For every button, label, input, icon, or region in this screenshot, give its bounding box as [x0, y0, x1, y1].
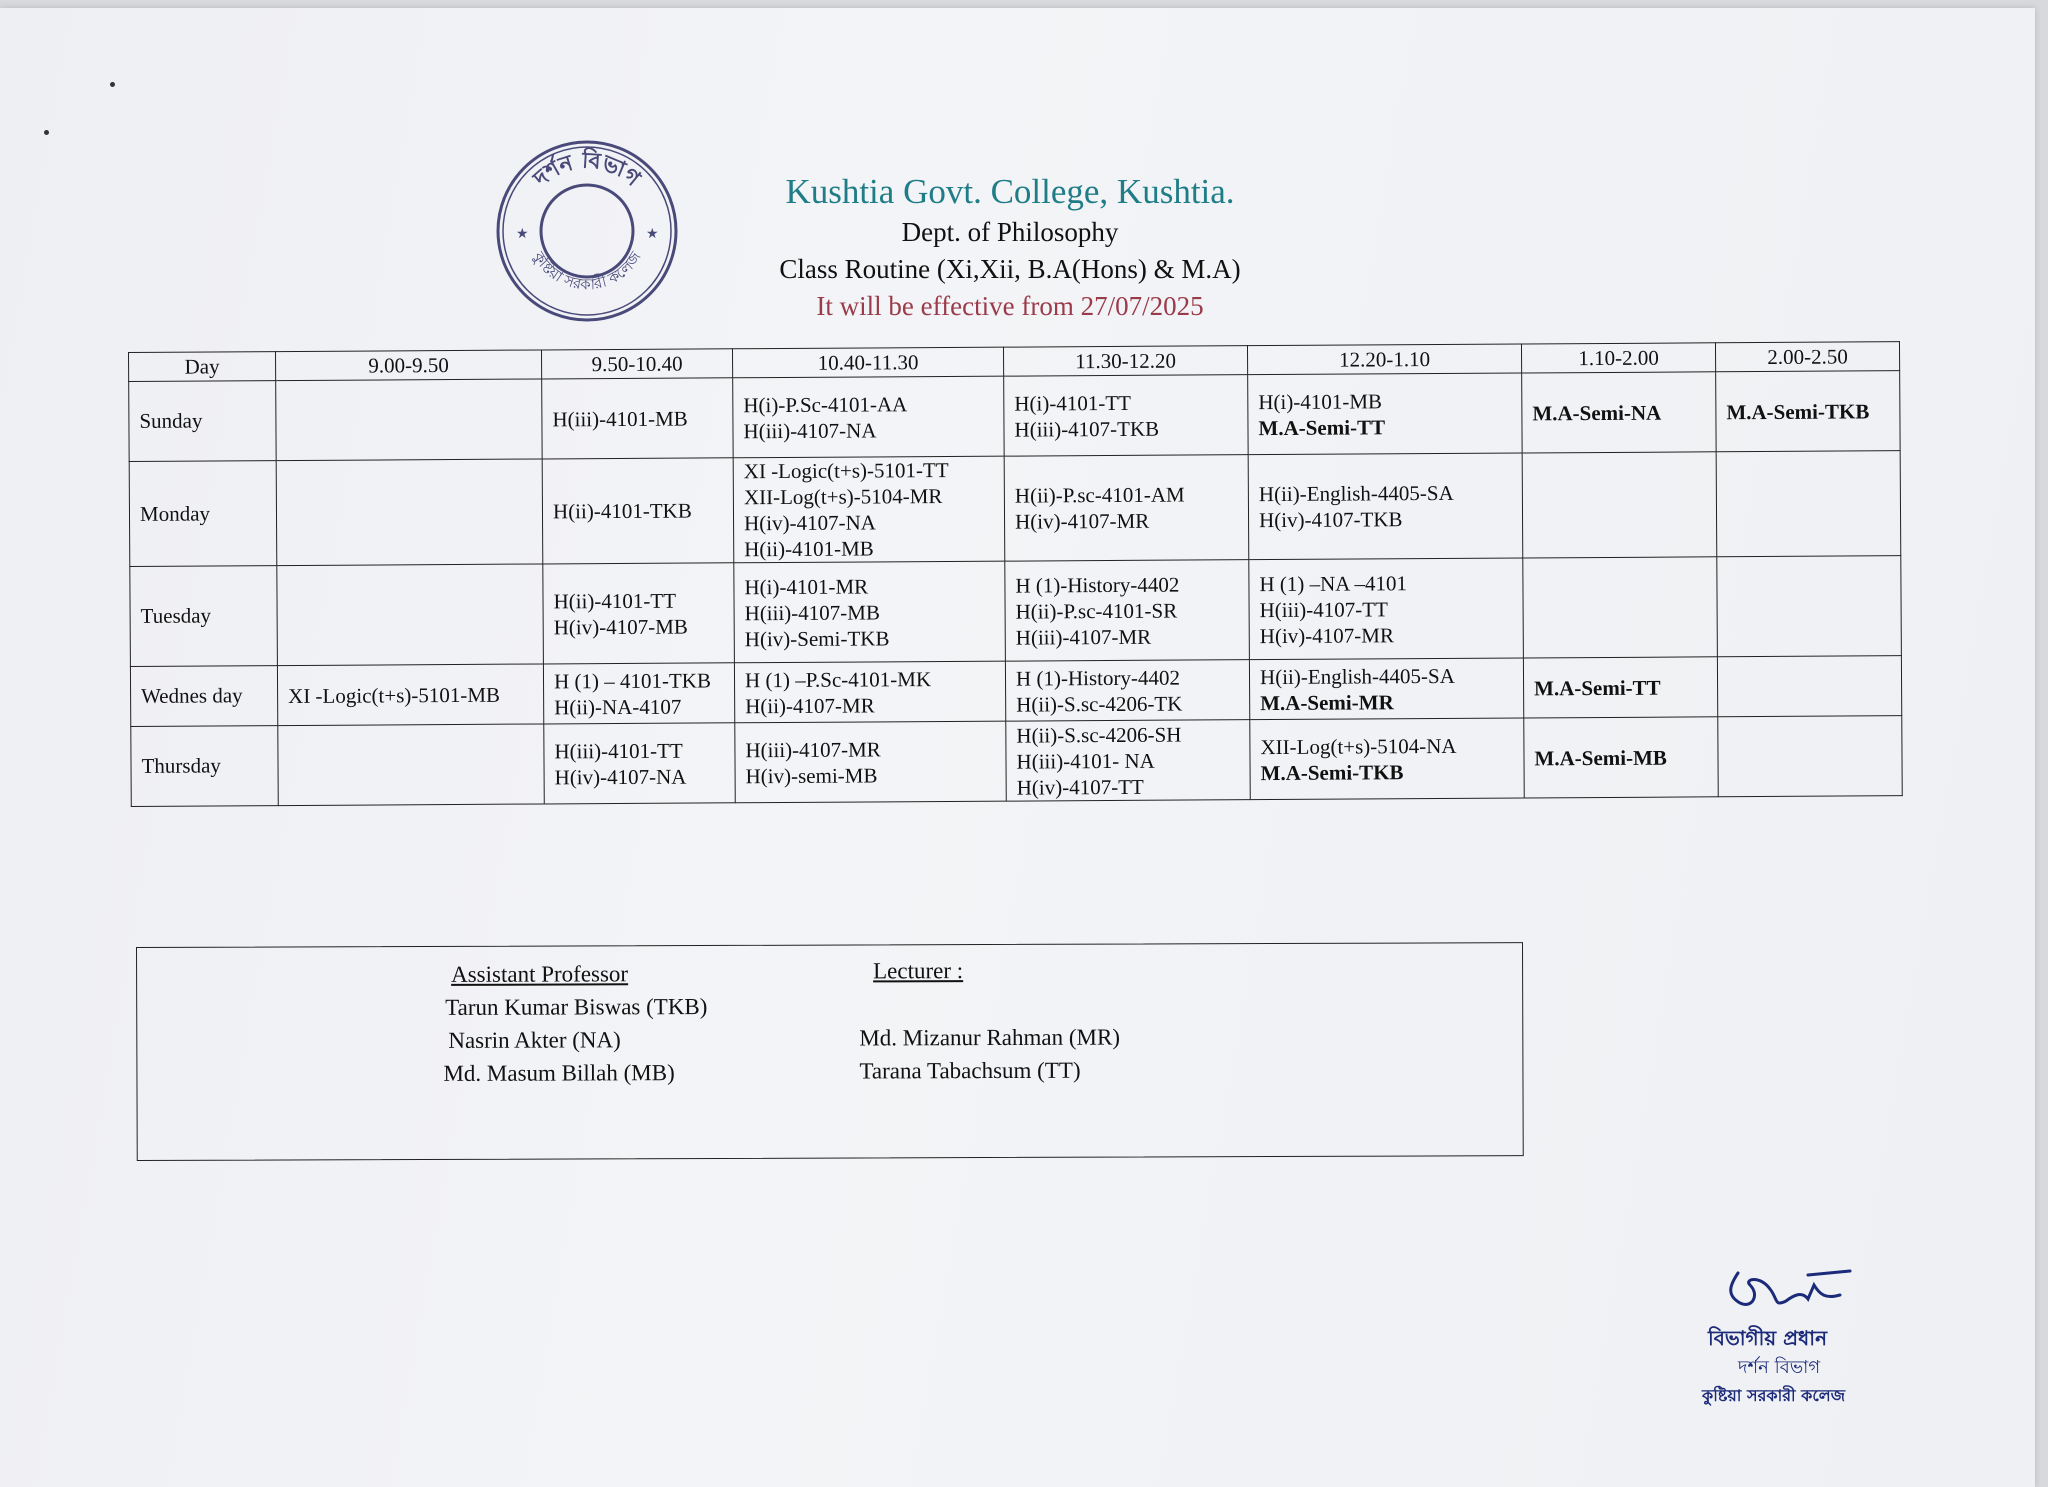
column-header: 9.00-9.50 — [276, 350, 542, 381]
schedule-cell — [278, 724, 544, 806]
class-entry: H(ii)-NA-4107 — [554, 694, 682, 719]
schedule-cell — [277, 664, 543, 726]
effective-date: It will be effective from 27/07/2025 — [816, 291, 1204, 321]
schedule-cell — [1004, 375, 1248, 456]
table-row — [129, 451, 1901, 567]
class-entry: H (1)-History-4402 — [1015, 572, 1180, 598]
college-name: Kushtia Govt. College, Kushtia. — [785, 172, 1235, 211]
schedule-cell — [1523, 657, 1717, 718]
column-header: 10.40-11.30 — [732, 347, 1003, 378]
class-entry: H(i)-4101-TT — [1014, 390, 1132, 416]
day-cell: Wednes day — [130, 666, 277, 727]
class-entry: H(iv)-semi-MB — [745, 762, 878, 788]
signature-line: কুষ্টিয়া সরকারী কলেজ — [1702, 1386, 1846, 1405]
class-entry: H(iv)-Semi-TKB — [744, 625, 890, 651]
schedule-cell — [1249, 658, 1523, 720]
class-routine-table — [128, 341, 1903, 807]
column-header: Day — [129, 352, 276, 382]
staff-name: Tarun Kumar Biswas (TKB) — [445, 994, 708, 1020]
svg-text:★: ★ — [516, 226, 529, 242]
stamp-text: দর্শন বিভাগ — [529, 148, 645, 192]
schedule-cell — [1248, 373, 1522, 455]
lecturers — [859, 955, 1121, 1088]
signature-line: বিভাগীয় প্রধান — [1708, 1326, 1828, 1350]
document-header — [700, 170, 1320, 325]
class-entry: H(i)-4101-MR — [744, 573, 869, 599]
class-entry: H(ii)-4101-TKB — [552, 498, 692, 524]
schedule-cell — [1250, 718, 1524, 800]
class-entry: H(i)-P.Sc-4101-AA — [743, 391, 908, 417]
day-cell: Monday — [129, 461, 277, 567]
staff-name: Md. Masum Billah (MB) — [443, 1060, 675, 1086]
schedule-cell — [542, 378, 733, 459]
schedule-cell — [1522, 452, 1717, 558]
routine-title: Class Routine (Xi,Xii, B.A(Hons) & M.A) — [779, 254, 1241, 284]
schedule-cell — [735, 721, 1006, 803]
svg-text:★: ★ — [646, 226, 659, 242]
schedule-cell — [1716, 451, 1901, 557]
class-entry: H(iv)-4107-MR — [1014, 508, 1150, 534]
schedule-cell — [1005, 660, 1249, 721]
schedule-cell — [1523, 557, 1718, 658]
class-entry: H(iv)-4107-NA — [743, 510, 876, 536]
class-entry: H(iii)-4107-MR — [745, 736, 881, 762]
schedule-cell — [1006, 720, 1250, 801]
schedule-cell — [1004, 455, 1249, 561]
schedule-cell — [1718, 716, 1902, 797]
svg-text:কুষ্টিয়া সরকারী কলেজ — [529, 248, 645, 294]
class-entry: H(iv)-4107-MR — [1259, 622, 1394, 648]
speck — [110, 82, 115, 87]
table-row — [129, 371, 1900, 462]
schedule-cell — [733, 456, 1005, 563]
schedule-cell — [1005, 560, 1250, 661]
table-row — [130, 656, 1901, 727]
stamp-text: কুষ্টিয়া সরকারী কলেজ — [529, 248, 645, 294]
schedule-cell — [1522, 372, 1716, 453]
class-entry: M.A-Semi-MB — [1534, 745, 1667, 770]
class-entry: H(iii)-4107-NA — [743, 417, 877, 443]
schedule-cell — [733, 376, 1004, 458]
schedule-cell — [1716, 371, 1900, 452]
schedule-cell — [1717, 656, 1901, 717]
schedule-cell — [543, 663, 734, 724]
class-entry: H(ii)-S.sc-4206-SH — [1016, 722, 1182, 748]
table-row — [130, 556, 1902, 667]
class-entry: H(iii)-4107-MR — [1015, 624, 1152, 650]
class-entry: H(iii)-4101-MB — [552, 406, 688, 431]
staff-name: Tarana Tabachsum (TT) — [859, 1057, 1081, 1084]
class-entry: XI -Logic(t+s)-5101-MB — [288, 682, 501, 708]
lecturer-title: Lecturer : — [873, 958, 964, 984]
class-entry: M.A-Semi-MR — [1260, 689, 1394, 715]
class-entry: M.A-Semi-NA — [1532, 400, 1662, 425]
schedule-cell — [1249, 558, 1524, 660]
column-header: 1.10-2.00 — [1521, 343, 1715, 373]
table-body — [129, 371, 1903, 807]
schedule-cell — [544, 723, 735, 804]
class-entry: M.A-Semi-TT — [1534, 675, 1661, 700]
class-entry: XII-Log(t+s)-5104-MR — [743, 484, 943, 510]
staff-name: Md. Mizanur Rahman (MR) — [859, 1024, 1121, 1051]
class-entry: M.A-Semi-TKB — [1260, 759, 1404, 785]
assistant-professors — [443, 958, 708, 1090]
department-name: Dept. of Philosophy — [901, 217, 1119, 247]
schedule-cell — [1524, 717, 1718, 798]
assistant-professor-title: Assistant Professor — [451, 961, 629, 987]
column-header: 12.20-1.10 — [1247, 344, 1521, 375]
day-cell: Tuesday — [130, 566, 278, 667]
schedule-cell — [542, 458, 734, 564]
schedule-cell — [1717, 556, 1902, 657]
class-entry: M.A-Semi-TKB — [1726, 398, 1870, 424]
signature-line: দর্শন বিভাগ — [1738, 1357, 1821, 1378]
staff-box — [136, 942, 1524, 1161]
class-entry: H(ii)-English-4405-SA — [1258, 480, 1454, 507]
column-header: 11.30-12.20 — [1003, 346, 1247, 376]
class-entry: H(ii)-4101-TT — [553, 588, 677, 613]
schedule-cell — [543, 563, 735, 664]
class-entry: H(ii)-4101-MB — [744, 536, 874, 562]
class-entry: H (1) –NA –4101 — [1259, 570, 1408, 596]
day-cell: Thursday — [131, 726, 278, 807]
class-entry: H(iii)-4107-TT — [1259, 596, 1388, 622]
column-header: 9.50-10.40 — [541, 349, 732, 379]
schedule-cell — [734, 661, 1005, 723]
class-entry: H(iv)-4107-MB — [553, 614, 688, 639]
class-entry: H(iii)-4101-TT — [554, 738, 683, 763]
class-entry: H (1) – 4101-TKB — [553, 667, 711, 693]
head-of-department-signature — [1690, 1255, 1890, 1415]
class-entry: H(ii)-English-4405-SA — [1259, 663, 1455, 689]
class-entry: M.A-Semi-TT — [1258, 414, 1386, 440]
class-entry: H(ii)-P.sc-4101-AM — [1014, 482, 1185, 508]
class-entry: H(ii)-P.sc-4101-SR — [1015, 598, 1178, 624]
class-entry: H(iii)-4107-MB — [744, 599, 881, 625]
day-cell: Sunday — [129, 381, 276, 462]
class-entry: H(iv)-4107-TT — [1016, 774, 1144, 800]
class-entry: H(ii)-4107-MR — [745, 692, 875, 718]
schedule-cell — [277, 564, 544, 666]
schedule-cell — [276, 459, 543, 566]
class-entry: XII-Log(t+s)-5104-NA — [1260, 733, 1457, 759]
column-header: 2.00-2.50 — [1715, 342, 1899, 372]
class-entry: H(iv)-4107-TKB — [1258, 507, 1403, 533]
schedule-cell — [1248, 453, 1523, 560]
class-entry: H(iv)-4107-NA — [554, 764, 687, 789]
speck — [44, 130, 49, 135]
department-seal-stamp — [494, 138, 680, 324]
staff-name: Nasrin Akter (NA) — [448, 1027, 621, 1053]
class-entry: H (1)-History-4402 — [1015, 665, 1180, 691]
class-entry: H (1) –P.Sc-4101-MK — [744, 666, 932, 692]
class-entry: H(iii)-4101- NA — [1016, 748, 1155, 774]
table-row — [131, 716, 1902, 807]
schedule-cell — [734, 561, 1006, 663]
class-entry: H(i)-4101-MB — [1258, 388, 1383, 414]
class-entry: H(iii)-4107-TKB — [1014, 416, 1160, 442]
class-entry: XI -Logic(t+s)-5101-TT — [743, 457, 949, 484]
schedule-cell — [276, 379, 542, 461]
class-entry: H(ii)-S.sc-4206-TK — [1016, 691, 1183, 717]
